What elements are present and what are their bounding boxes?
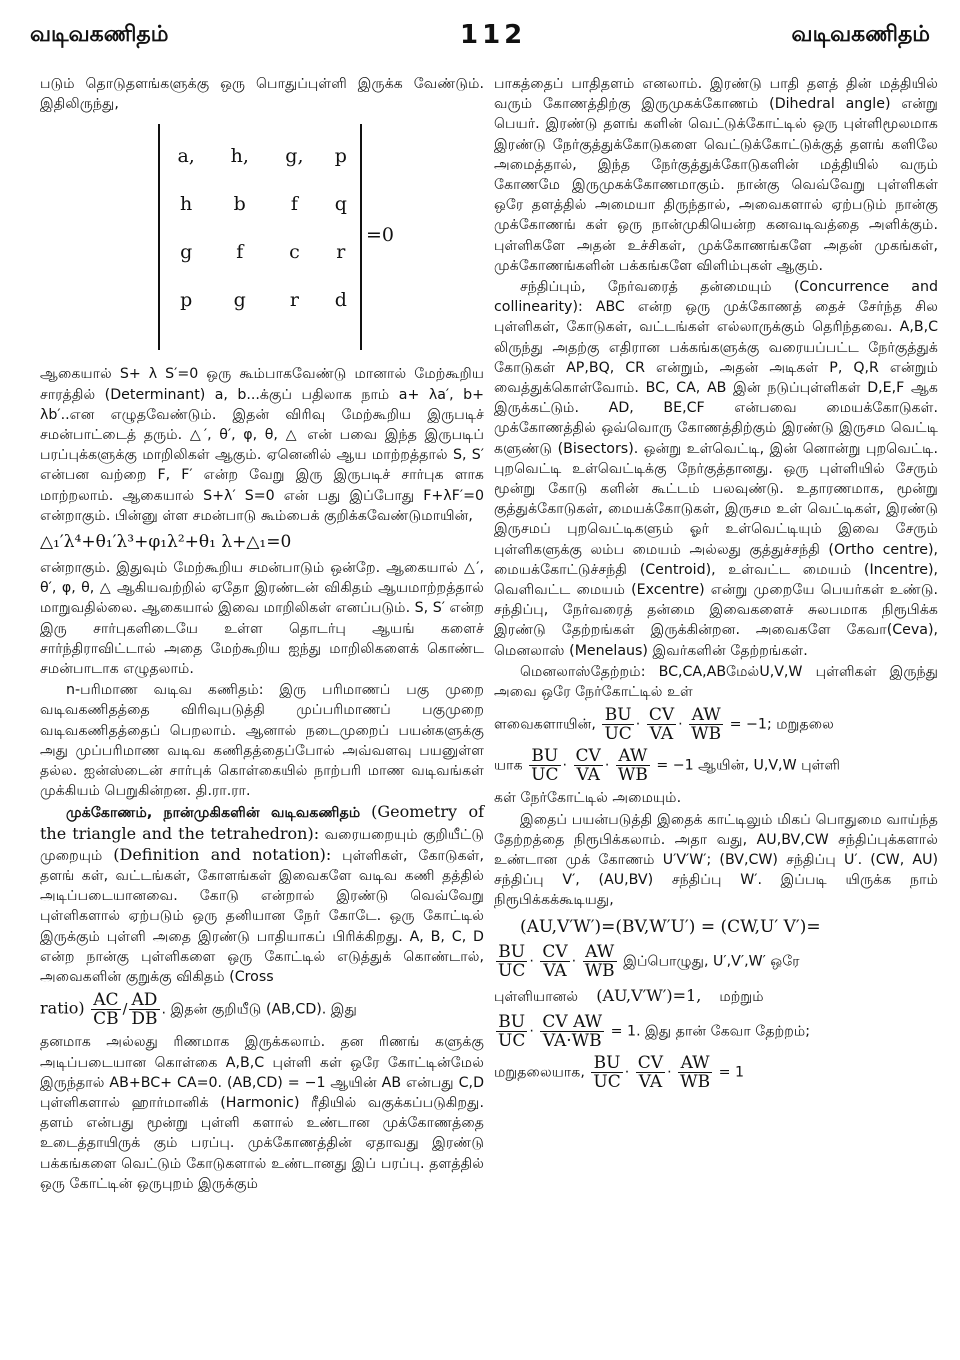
left-equation-1: △₁′λ⁴+θ₁′λ³+φ₁λ²+θ₁ λ+△₁=0 (40, 532, 292, 553)
left-paragraph-4: n-பரிமாண வடிவ கணிதம்: இரு பரிமாணப் பகு முறை வடிவகணிதத்தை விரிவுபடுத்தி முப்பரிமாணப் பகுமுறை வடிவகணிதத்தைப் பெறலாம். ஆனால் நடைமுறைப் பயன்களுக்கு அது முப்பரிமாண வடிவ கணிதத்தைப்போல் அவ்வளவு பயனுள்ள தல்ல. ஐன்ஸ்டைன் சார்புக் கொள்கையில் நாற்பரி மாண வடிவங்கள் முக்கியம் பெறுகின்றன. தி.ரா.ரா. (40, 682, 484, 800)
right-paragraph-4: இதைப் பயன்படுத்தி இதைக் காட்டிலும் மிகப் பொதுமை வாய்ந்த தேற்றத்தை நிரூபிக்கலாம். அதா வது, AU,BV,CW சந்திப்புக்களால் உண்டான முக் கோணம் U′V′W′; (BV,CW) சந்திப்பு U′. (CW, AU) சந்திப்பு V′, (AU,BV) சந்திப்பு W′. இப்படி யிருக்க நாம் நிரூபிக்கக்கூடியது, (494, 811, 938, 909)
right-column (494, 74, 938, 1095)
left-paragraph-1: படும் தொடுதளங்களுக்கு ஒரு பொதுப்புள்ளி இருக்க வேண்டும். இதிலிருந்து, (40, 76, 484, 113)
determinant: a, h, g, p h b f q g f c r p g r d =0 (40, 120, 484, 360)
left-paragraph-5: முக்கோணம், நான்முகிகளின் வடிவகணிதம் (Geometry of the triangle and the tetrahedron): வரையறையும் குறியீட்டு முறையும் (Definition and notation): புள்ளிகள், கோடுகள், தளங் கள், வட்டங்கள், கோளங்கள் இவைகளே வடிவ கணி தத்தில் அடிப்படையானவை. கோடு என்றால் இரண்டு வெவ்வேறு புள்ளிகளால் ஏற்படும் ஒரு தனியான நேர் கோடே. ஒரு கோட்டில் இருக்கும் புள்ளி அதை இரண்டு பாதியாகப் பிரிக்கிறது. A, B, C, D என்ற நான்கு புள்ளிகளை ஒரு கோட்டில் எடுத்துக் கொண்டால், அவைகளின் குறுக்கு விகிதம் (Cross (40, 802, 485, 986)
page-number: 112 (460, 20, 527, 50)
determinant-equals: =0 (366, 224, 395, 247)
right-paragraph-2: சந்திப்பும், நேர்வரைத் தன்மையும் (Concurrence and collinearity): ABC என்ற ஒரு முக்கோணத் தைச் சேர்ந்த சில புள்ளிகள், கோடுகள், வட்டங்கள் எல்லாருக்கும் தெரிந்தவை. A,B,C லிருந்து அதற்கு எதிரான பக்கங்களுக்கு வரையப்பட்ட நேர்குத்துக் கோடுகள் AP,BQ, CR என்றும், அதன் அடிகள் P, Q,R என்றும் வைத்துக்கொள்வோம். BC, CA, AB இன் நடுப்புள்ளிகள் D,E,F ஆக இருக்கட்டும். AD, BE,CF என்பவை மையக்கோடுகள். முக்கோணத்தில் ஒவ்வொரு கோணத்திற்கும் இரண்டு இருசம வெட்டி களுண்டு (Bisectors). ஒன்று உள்வெட்டி, இன் னொன்று புறவெட்டி. புறவெட்டி உள்வெட்டிக்கு நேர்குத்தானது. ஒரு புள்ளியில் சேரும் மூன்று கோடு களின் கூட்டம் பலவுண்டு. உதாரணமாக, மூன்று குத்துக்கோடுகள், மையக்கோடுகள், இருசம உள் வெட்டிகள், இரண்டு இருசமப் புறவெட்டிகளும் ஓர் உள்வெட்டியும் இவை சேரும் புள்ளிகளுக்கு லம்ப மையம் அல்லது குத்துச்சந்தி (Ortho centre), மையக்கோட்டுச்சந்தி (Centroid), உள்வட்ட மையம் (Incentre), வெளிவட்ட மையம் (Excentre) என்று முறையே பெயர்கள் உண்டு. சந்திப்பு, நேர்வரைத் தன்மை இவைகளைச் சுலபமாக நிரூபிக்க இரண்டு தேற்றங்கள் இருக்கின்றன. அவைகளே கேவா(Ceva), மெனலாஸ் (Menelaus) இவர்களின் தேற்றங்கள். (494, 279, 938, 659)
right-equation-1: (AU,V′W′)=(BV,W′U′) = (CW,U′ V′)= (520, 916, 821, 937)
left-paragraph-3: என்றாகும். இதுவும் மேற்கூறிய சமன்பாடும் ஒன்றே. ஆகையால் △′, θ′, φ, θ, △ ஆகியவற்றில் ஏதோ இரண்டன் விகிதம் ஆயமாற்றத்தால் மாறுவதில்லை. ஆகையால் இவை மாறிலிகள் எனப்படும். S, S′ என்ற இரு சார்புகளிடையே உள்ள தொடர்பு ஆயங் களைச் சார்ந்திராவிட்டால் அதை மேற்கூறிய ஐந்து மாறிலிகளைக் கொண்ட சமன்பாடாக எழுதலாம். (40, 560, 484, 678)
menelaus-line-1: ளவைகளாயின், $\frac{BU}{UC}$ · $\frac{CV}{VA}$ · $\frac{AW}{WB}$ = −1; மறுதலை (494, 705, 834, 745)
ceva-line-2: புள்ளியானல் (AU,V′W′)=1, மற்றும் (494, 985, 764, 1005)
right-paragraph-3: மெனலாஸ்தேற்றம்: BC,CA,ABமேல்U,V,W புள்ளிகள் இருந்து அவை ஒரே நேர்கோட்டில் உள் (494, 663, 938, 701)
ceva-line-4: மறுதலையாக, $\frac{BU}{UC}$ · $\frac{CV}{VA}$ · $\frac{AW}{WB}$ = 1 (494, 1052, 745, 1092)
ceva-line-3: $\frac{BU}{UC}$ · $\frac{\text{CV AW}}{VA\cdot WB}$ = 1. இது தான் கேவா தேற்றம்; (498, 1011, 811, 1051)
left-paragraph-2: ஆகையால் S+ λ S′=0 ஒரு கூம்பாகவேண்டு மானால் மேற்கூறிய சாரத்தில் (Determinant) a, b...க்குப் பதிலாக நாம் a+ λa′, b+ λb′..என எழுதவேண்டும். இதன் விரிவு மேற்கூறிய இருபடிச் சமன்பாட்டைத் தரும். △′, θ′, φ, θ, △ என் பவை இந்த இருபடிப் பரப்புக்களுக்கு மாறிலிகள் ஆகும். ஏனெனில் ஆய மாற்றத்தால் S, S′ என்பன வற்றை F, F′ என்ற வேறு இரு இருபடிச் சார்புக ளாக மாற்றலாம். ஆகையால் S+λ′ S=0 என் பது இப்போது F+λF′=0 என்றாகும். பின்னு ள்ள சமன்பாடு கூம்பைக் குறிக்கவேண்டுமாயின், (40, 366, 484, 524)
right-paragraph-1: பாகத்தைப் பாதிதளம் எனலாம். இரண்டு பாதி தளத் தின் மத்தியில் வரும் கோணத்திற்கு இருமுகக்கோணம் (Dihedral angle) என்று பெயர். இரண்டு தளங் களின் வெட்டுக்கோட்டில் ஒரு புள்ளிமூலமாக இரண்டு நேர்குத்துக்கோடுகளை வெட்டுக்கோட்டுக்குத் தளங் களிலே அமைத்தால், இந்த நேர்குத்துக்கோடுகளின் மத்தியில் வரும் கோணமே இருமுகக்கோணமாகும். நான்கு வெவ்வேறு புள்ளிகள் ஒரே தளத்தில் அமையா திருந்தால், அவைகளால் ஏற்படும் நான்கு முக்கோணங் கள் ஒரு நான்முகியென்ற கனவடிவத்தை அளிக்கும். புள்ளிகளே அதன் உச்சிகள், முக்கோணங்களே அதன் முகங்கள், முக்கோணங்களின் பக்கங்களே விளிம்புகள் ஆகும். (494, 76, 938, 274)
section-heading: முக்கோணம், நான்முகிகளின் வடிவகணிதம் (66, 805, 361, 822)
fraction-ad-db: $\frac{AD}{DB}$ (131, 990, 158, 1030)
header-right-title: வடிவகணிதம் (791, 22, 930, 47)
header-left-title: வடிவகணிதம் (30, 22, 169, 47)
left-column (40, 74, 484, 1195)
fraction-ac-cb: $\frac{AC}{CB}$ (93, 990, 119, 1030)
cross-ratio-line: ratio) $\frac{AC}{CB}$ / $\frac{AD}{DB}$ . இதன் குறியீடு (AB,CD). இது (40, 990, 357, 1030)
section-heading-english: (Geometry of the triangle and the tetrahedron): (40, 802, 484, 843)
left-paragraph-6: தனமாக அல்லது ரிணமாக இருக்கலாம். தன ரிணங் களுக்கு அடிப்படையான கொள்கை A,B,C புள்ளி கள் ஒரே கோட்டின்மேல் இருந்தால் AB+BC+ CA=0. (AB,CD) = −1 ஆயின் AB என்பது C,D புள்ளிகளால் ஹார்மானிக் (Harmonic) ரீதியில் வகுக்கப்படுகிறது. தளம் என்பது மூன்று புள்ளி களால் உண்டான முக்கோணத்தை உடைத்தாயிருக் கும் பரப்பு. முக்கோணத்தின் ஏதாவது இரண்டு பக்கங்களை வெட்டும் கோடுகளால் உண்டானது இப் பரப்பு. தளத்தில் ஒரு கோட்டின் ஒருபுறம் இருக்கும் (40, 1034, 484, 1192)
menelaus-tail: கள் நேர்கோட்டில் அமையும். (494, 790, 682, 807)
ceva-line-1: $\frac{BU}{UC}$ · $\frac{CV}{VA}$ · $\frac{AW}{WB}$ இப்பொழுது, U′,V′,W′ ஒரே (498, 941, 800, 981)
menelaus-line-2: யாக $\frac{BU}{UC}$ · $\frac{CV}{VA}$ · $\frac{AW}{WB}$ = −1 ஆயின், U,V,W புள்ளி (494, 746, 841, 786)
page-header (30, 22, 930, 56)
